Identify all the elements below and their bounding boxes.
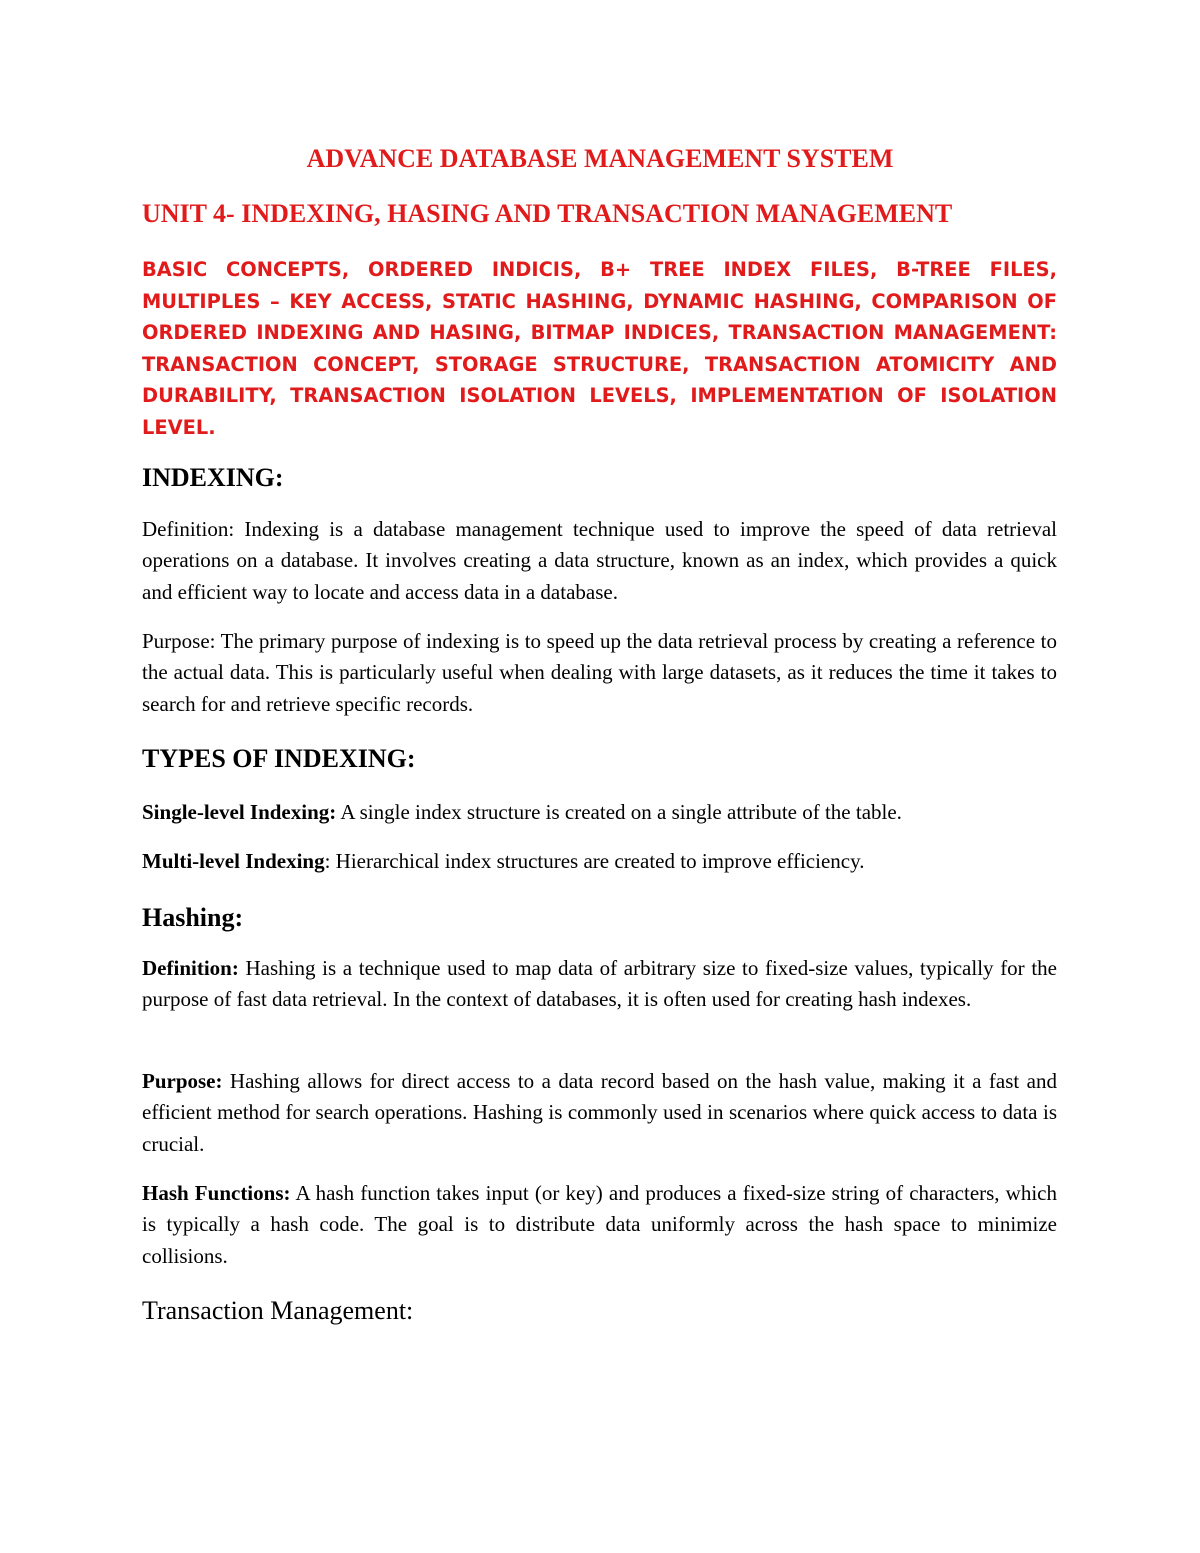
multi-level-indexing xyxy=(142,846,1057,877)
transaction-management-heading: Transaction Management: xyxy=(142,1296,414,1325)
multi-level-text: : Hierarchical index structures are created to improve efficiency. xyxy=(324,849,865,873)
hash-functions-label: Hash Functions: xyxy=(142,1181,291,1205)
hashing-purpose xyxy=(142,1066,1057,1160)
indexing-purpose: Purpose: The primary purpose of indexing is to speed up the data retrieval process by creating a reference to the actual data. This is particularly useful when dealing with large datasets, as it reduces the time it takes to search for and retrieve specific records. xyxy=(142,629,1057,716)
single-level-indexing xyxy=(142,797,1057,828)
hashing-heading: Hashing: xyxy=(142,903,244,932)
indexing-definition: Definition: Indexing is a database management technique used to improve the speed of data retrieval operations on a database. It involves creating a data structure, known as an index, which provides a quick and efficient way to locate and access data in a database. xyxy=(142,517,1057,604)
unit-title: UNIT 4- INDEXING, HASING AND TRANSACTION MANAGEMENT xyxy=(142,199,953,228)
hash-functions-text: A hash function takes input (or key) and produces a fixed-size string of characters, which is typically a hash code. The goal is to distribute data uniformly across the hash space to minimize collisions. xyxy=(142,1181,1057,1268)
hashing-purpose-text: Hashing allows for direct access to a data record based on the hash value, making it a fast and efficient method for search operations. Hashing is commonly used in scenarios where quick access to data is crucial. xyxy=(142,1069,1057,1156)
multi-level-label: Multi-level Indexing xyxy=(142,849,325,873)
hash-functions xyxy=(142,1178,1057,1272)
hashing-purpose-label: Purpose: xyxy=(142,1069,223,1093)
hashing-definition xyxy=(142,953,1057,1016)
syllabus-topics: BASIC CONCEPTS, ORDERED INDICIS, B+ TREE INDEX FILES, B-TREE FILES, MULTIPLES – KEY ACCESS, STATIC HASHING, DYNAMIC HASHING, COMPARISON OF ORDERED INDEXING AND HASING, BITMAP INDICES, TRANSACTION MANAGEMENT: TRANSACTION CONCEPT, STORAGE STRUCTURE, TRANSACTION ATOMICITY AND DURABILITY, TRANSACTION ISOLATION LEVELS, IMPLEMENTATION OF ISOLATION LEVEL. xyxy=(142,258,1057,439)
single-level-text: A single index structure is created on a single attribute of the table. xyxy=(336,800,902,824)
indexing-heading: INDEXING: xyxy=(142,463,284,492)
hashing-definition-text: Hashing is a technique used to map data of arbitrary size to fixed-size values, typically for the purpose of fast data retrieval. In the context of databases, it is often used for creating hash indexes. xyxy=(142,956,1057,1012)
hashing-definition-label: Definition: xyxy=(142,956,239,980)
single-level-label: Single-level Indexing: xyxy=(142,800,337,824)
document-title: ADVANCE DATABASE MANAGEMENT SYSTEM xyxy=(306,144,894,173)
types-of-indexing-heading: TYPES OF INDEXING: xyxy=(142,744,416,773)
